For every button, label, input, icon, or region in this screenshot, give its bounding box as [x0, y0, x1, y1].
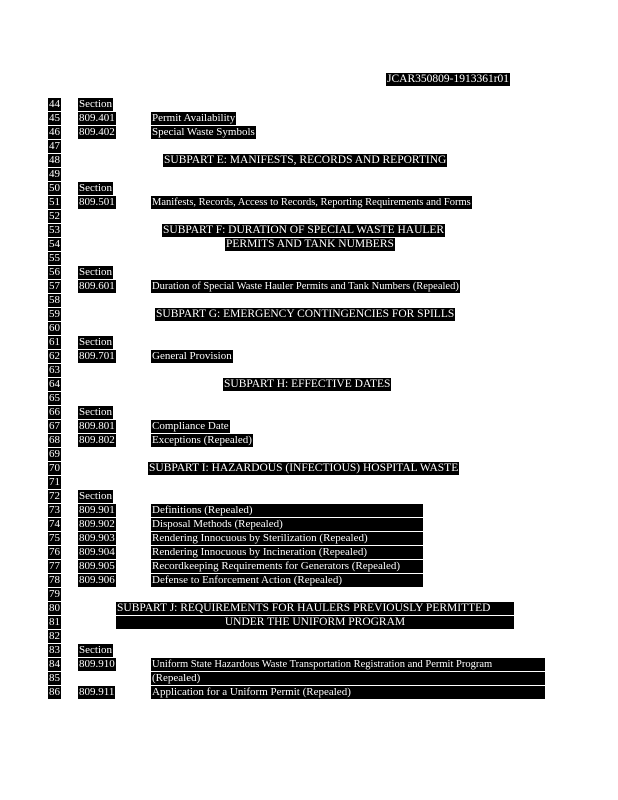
- line-number: 59: [49, 308, 60, 320]
- line-number: 67: [49, 420, 60, 432]
- section-title: Uniform State Hazardous Waste Transportation Registration and Permit Program: [151, 658, 545, 671]
- line-number: 72: [49, 490, 60, 502]
- line-number: 56: [49, 266, 60, 278]
- line-number: 55: [49, 252, 60, 264]
- section-title: Application for a Uniform Permit (Repealed): [151, 686, 545, 699]
- document-id: JCAR350809-1913361r01: [387, 73, 510, 85]
- line-number: 65: [49, 392, 60, 404]
- section-number: 809.911: [79, 686, 115, 698]
- section-number: 809.801: [79, 420, 115, 432]
- line-number: 51: [49, 196, 60, 208]
- line-number: 84: [49, 658, 60, 670]
- line-number: 76: [49, 546, 60, 558]
- section-number: 809.802: [79, 434, 115, 446]
- section-title: Manifests, Records, Access to Records, Reporting Requirements and Forms: [152, 197, 471, 208]
- section-heading: Section: [79, 182, 112, 194]
- section-heading: Section: [79, 266, 112, 278]
- line-number: 46: [49, 126, 60, 138]
- line-number: 57: [49, 280, 60, 292]
- section-number: 809.904: [79, 546, 115, 558]
- section-title: Recordkeeping Requirements for Generators (Repealed): [151, 560, 423, 573]
- subpart-heading: PERMITS AND TANK NUMBERS: [226, 238, 394, 250]
- line-number: 86: [49, 686, 60, 698]
- section-title: Rendering Innocuous by Sterilization (Repealed): [151, 532, 423, 545]
- line-number: 45: [49, 112, 60, 124]
- section-title: Definitions (Repealed): [151, 504, 423, 517]
- section-title: Compliance Date: [152, 420, 229, 432]
- section-number: 809.501: [79, 196, 115, 208]
- line-number: 85: [49, 672, 60, 684]
- section-title: Exceptions (Repealed): [152, 434, 252, 446]
- section-title: Duration of Special Waste Hauler Permits and Tank Numbers (Repealed): [152, 281, 459, 292]
- line-number: 63: [49, 364, 60, 376]
- section-number: 809.701: [79, 350, 115, 362]
- section-number: 809.910: [79, 658, 115, 670]
- line-number: 77: [49, 560, 60, 572]
- line-number: 75: [49, 532, 60, 544]
- line-number: 44: [49, 98, 60, 110]
- section-title: Rendering Innocuous by Incineration (Repealed): [151, 546, 423, 559]
- section-number: 809.601: [79, 280, 115, 292]
- line-number: 69: [49, 448, 60, 460]
- line-number: 73: [49, 504, 60, 516]
- line-number: 64: [49, 378, 60, 390]
- subpart-heading: SUBPART J: REQUIREMENTS FOR HAULERS PREVIOUSLY PERMITTED: [116, 602, 514, 615]
- subpart-heading: SUBPART F: DURATION OF SPECIAL WASTE HAULER: [163, 224, 445, 236]
- line-number: 82: [49, 630, 60, 642]
- line-number: 49: [49, 168, 60, 180]
- section-number: 809.402: [79, 126, 115, 138]
- line-number: 58: [49, 294, 60, 306]
- line-number: 53: [49, 224, 60, 236]
- line-number: 81: [49, 616, 60, 628]
- line-number: 47: [49, 140, 60, 152]
- line-number: 50: [49, 182, 60, 194]
- line-number: 78: [49, 574, 60, 586]
- section-number: 809.901: [79, 504, 115, 516]
- line-number: 66: [49, 406, 60, 418]
- subpart-heading: SUBPART H: EFFECTIVE DATES: [224, 378, 391, 390]
- line-number: 71: [49, 476, 60, 488]
- section-title: Special Waste Symbols: [152, 126, 255, 138]
- section-heading: Section: [79, 490, 112, 502]
- subpart-heading: SUBPART G: EMERGENCY CONTINGENCIES FOR SPILLS: [156, 308, 455, 320]
- line-number: 48: [49, 154, 60, 166]
- line-number: 74: [49, 518, 60, 530]
- section-number: 809.401: [79, 112, 115, 124]
- line-number: 83: [49, 644, 60, 656]
- section-title: Disposal Methods (Repealed): [151, 518, 423, 531]
- section-heading: Section: [79, 644, 112, 656]
- section-heading: Section: [79, 98, 112, 110]
- line-number: 60: [49, 322, 60, 334]
- section-number: 809.906: [79, 574, 115, 586]
- line-number: 70: [49, 462, 60, 474]
- section-title: Permit Availability: [152, 112, 236, 124]
- line-number: 54: [49, 238, 60, 250]
- line-number: 61: [49, 336, 60, 348]
- line-number: 80: [49, 602, 60, 614]
- section-number: 809.903: [79, 532, 115, 544]
- section-number: 809.905: [79, 560, 115, 572]
- section-title: General Provision: [152, 350, 232, 362]
- line-number: 79: [49, 588, 60, 600]
- section-title-continued: (Repealed): [151, 672, 545, 685]
- section-title: Defense to Enforcement Action (Repealed): [151, 574, 423, 587]
- line-number: 62: [49, 350, 60, 362]
- subpart-heading: SUBPART E: MANIFESTS, RECORDS AND REPORTING: [164, 154, 447, 166]
- subpart-heading: UNDER THE UNIFORM PROGRAM: [116, 616, 514, 629]
- section-heading: Section: [79, 406, 112, 418]
- line-number: 52: [49, 210, 60, 222]
- section-heading: Section: [79, 336, 112, 348]
- line-number: 68: [49, 434, 60, 446]
- subpart-heading: SUBPART I: HAZARDOUS (INFECTIOUS) HOSPITAL WASTE: [149, 462, 459, 474]
- section-number: 809.902: [79, 518, 115, 530]
